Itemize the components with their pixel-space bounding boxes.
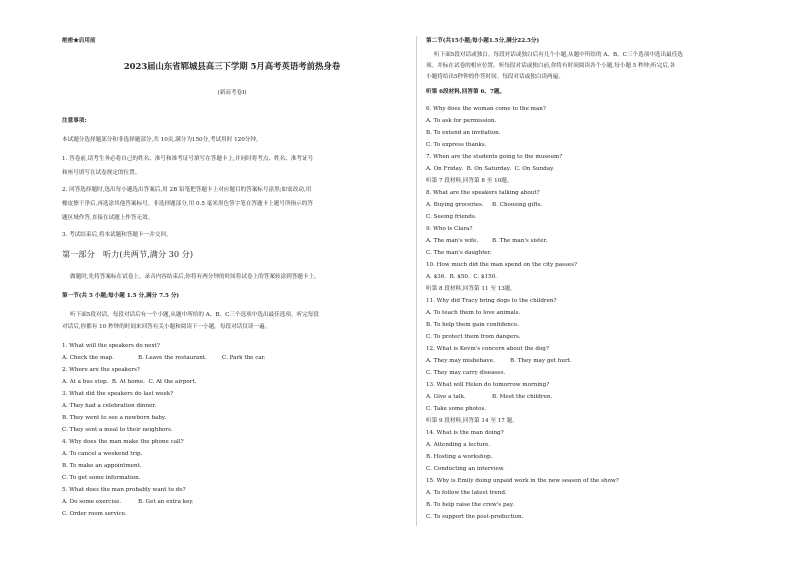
question-10: 10. How much did the man spend on the city passes?	[426, 262, 577, 268]
option-a: A. On Friday.	[426, 166, 464, 172]
question-15-option-b: B. To help raise the crew's pay.	[426, 502, 515, 508]
question-6-option-b: B. To extend an invitation.	[426, 130, 501, 136]
question-3-option-a: A. They had a celebration dinner.	[62, 403, 157, 409]
part-1-note: 做题时,先将答案标在试卷上。录音内容结束后,你将有两分钟的时间将试卷上的答案转涂到答题卡上。	[70, 274, 320, 280]
question-11-option-b: B. To help them gain confidence.	[426, 322, 520, 328]
question-14: 14. What is the man doing?	[426, 430, 504, 436]
question-4-option-c: C. To get some information.	[62, 475, 141, 481]
question-5: 5. What does the man probably want to do?	[62, 487, 186, 493]
question-5-option-c: C. Order room service.	[62, 511, 127, 517]
question-1-options	[62, 355, 266, 362]
question-3: 3. What did the speakers do last week?	[62, 391, 174, 397]
option-b: B. Get an extra key.	[138, 499, 194, 505]
section-1-instructions-line-2: 对话后,你都有 10 秒钟的时间来回答有关小题和阅读下一小题。每段对话仅读一遍。	[62, 324, 271, 330]
option-c: C. Park the car.	[222, 355, 266, 361]
option-a: A. $36.	[426, 274, 447, 280]
question-8-option-c: C. Seeing friends.	[426, 214, 477, 220]
option-c: C. $150.	[473, 274, 497, 280]
question-12: 12. What is Kevin's concern about the dog?	[426, 346, 549, 352]
question-14-option-a: A. Attending a lecture.	[426, 442, 491, 448]
notice-2-line-3: 题区域作答,直接在试题上作答无效。	[62, 215, 154, 221]
notice-1-line-1: 1. 答卷前,请考生务必将自己的姓名、准号和准考证号填写在答题卡上,并同时将考点、姓名、准考证号	[62, 156, 314, 162]
option-a: A. Give a talk.	[426, 394, 466, 400]
question-15-option-a: A. To follow the latest trend.	[426, 490, 507, 496]
section-1-instructions-line-1: 听下面5段对话。每段对话后有一个小题,从题中所给的 A、B、C三个选项中选出最佳选项。听完每段	[70, 312, 319, 318]
question-13-option-c: C. Take some photos.	[426, 406, 487, 412]
question-9: 9. Who is Clara?	[426, 226, 473, 232]
question-13: 13. What will Helen do tomorrow morning?	[426, 382, 550, 388]
notice-3: 3. 考试结束后,将本试题和答题卡一并交回。	[62, 232, 172, 238]
question-2: 2. Where are the speakers?	[62, 367, 140, 373]
exam-title: 2023届山东省郓城县高三下学期 5月高考英语考前热身卷	[123, 61, 341, 71]
question-3-option-c: C. They sent a meal to their neighbors.	[62, 427, 173, 433]
secret-mark: 绝密★启用前	[62, 38, 96, 44]
option-a: A. At a bus stop.	[62, 379, 109, 385]
question-6-option-a: A. To ask for permission.	[426, 118, 497, 124]
question-13-options	[426, 394, 552, 401]
question-4-option-a: A. To cancel a weekend trip.	[62, 451, 143, 457]
notice-1-line-2: 和座号填写在试卷规定的位置。	[62, 170, 141, 176]
question-11-option-a: A. To teach them to love animals.	[426, 310, 521, 316]
question-7-options	[426, 166, 554, 173]
option-c: C. At the airport.	[148, 379, 197, 385]
notice-2-line-1: 2. 回答选择题时,选出每小题选出答案后,用 2B 铅笔把答题卡上对应题目的答案标号涂黑;如需改动,用	[62, 187, 312, 193]
option-b: B. Choosing gifts.	[492, 202, 543, 208]
question-10-options	[426, 274, 497, 281]
option-b: B. At home.	[111, 379, 145, 385]
section-2-instructions-line-3: 小题将给出5秒钟的作答时间。每段对话或独白读两遍。	[426, 74, 564, 80]
question-14-option-b: B. Hosting a workshop.	[426, 454, 493, 460]
material-6-heading: 听第 6段材料,回答第 6、7题。	[426, 89, 506, 95]
part-1-heading: 第一部分 听力(共两节,满分 30 分)	[62, 249, 194, 259]
option-b: B. $50.	[449, 274, 470, 280]
option-a: A. Check the map.	[62, 355, 115, 361]
question-9-option-c: C. The man's daughter.	[426, 250, 492, 256]
question-5-options	[62, 499, 194, 506]
notice-intro: 本试题分选择题部分和非选择题部分,共 10页,满分为150分,考试用时 120分钟。	[62, 137, 262, 143]
option-c: C. On Sunday.	[514, 166, 555, 172]
question-8-options	[426, 202, 542, 209]
option-b: B. The man's sister.	[492, 238, 548, 244]
question-11-option-c: C. To protect them from dangers.	[426, 334, 521, 340]
option-a: A. The man's wife.	[426, 238, 479, 244]
question-2-options	[62, 379, 196, 386]
question-4-option-b: B. To make an appointment.	[62, 463, 142, 469]
question-12-option-c: C. They may carry diseases.	[426, 370, 506, 376]
option-a: A. Buying groceries.	[426, 202, 484, 208]
question-15: 15. Why is Emily doing unpaid work in the new season of the show?	[426, 478, 619, 484]
question-12-options	[426, 358, 572, 365]
option-a: A. Do some exercise.	[62, 499, 122, 505]
column-divider	[416, 36, 417, 526]
notice-heading: 注意事项:	[62, 118, 87, 124]
section-1-heading: 第一节(共 5 小题;每小题 1.5 分,满分 7.5 分)	[62, 293, 180, 299]
question-6-option-c: C. To express thanks.	[426, 142, 487, 148]
question-4: 4. Why does the man make the phone call?	[62, 439, 184, 445]
section-2-instructions-line-2: 项。并标在试卷的相应位置。听每段对话或独白前,你将有时间阅读各个小题,每小题 5 秒钟;听完后,各	[426, 63, 676, 69]
section-2-heading: 第二节(共15小题;每小题1.5分,满分22.5分)	[426, 38, 540, 44]
question-9-options	[426, 238, 547, 245]
material-7-heading: 听第 7 段材料,回答第 8 至 10题。	[426, 178, 513, 184]
exam-subtitle: (新高考卷Ⅰ)	[217, 90, 247, 96]
material-9-heading: 听第 9 段材料,回答第 14 至 17 题。	[426, 418, 518, 424]
option-b: B. They may get hurt.	[510, 358, 572, 364]
question-11: 11. Why did Tracy bring dogs to the children?	[426, 298, 557, 304]
question-6: 6. Why does the woman come to the man?	[426, 106, 546, 112]
option-b: B. Leave the restaurant.	[138, 355, 207, 361]
question-7: 7. When are the students going to the museum?	[426, 154, 563, 160]
question-3-option-b: B. They went to see a newborn baby.	[62, 415, 167, 421]
question-1: 1. What will the speakers do next?	[62, 343, 160, 349]
question-8: 8. What are the speakers talking about?	[426, 190, 540, 196]
option-b: B. On Saturday.	[466, 166, 512, 172]
option-a: A. They may misbehave.	[426, 358, 495, 364]
material-8-heading: 听第 8 段材料,回答第 11 至 13题。	[426, 286, 516, 292]
question-14-option-c: C. Conducting an interview.	[426, 466, 505, 472]
question-15-option-c: C. To support the post-production.	[426, 514, 524, 520]
notice-2-line-2: 橡皮擦干净后,再选涂其他答案标号。非选择题部分,用 0.5 毫米黑色签字笔在答题卡上题号所指示的答	[62, 201, 313, 207]
option-b: B. Meet the children.	[492, 394, 553, 400]
section-2-instructions-line-1: 听下面5段对话或独白。每段对话或独白后有几个小题,从题中所给的 A、B、C三个选项中选出最佳选	[434, 52, 683, 58]
